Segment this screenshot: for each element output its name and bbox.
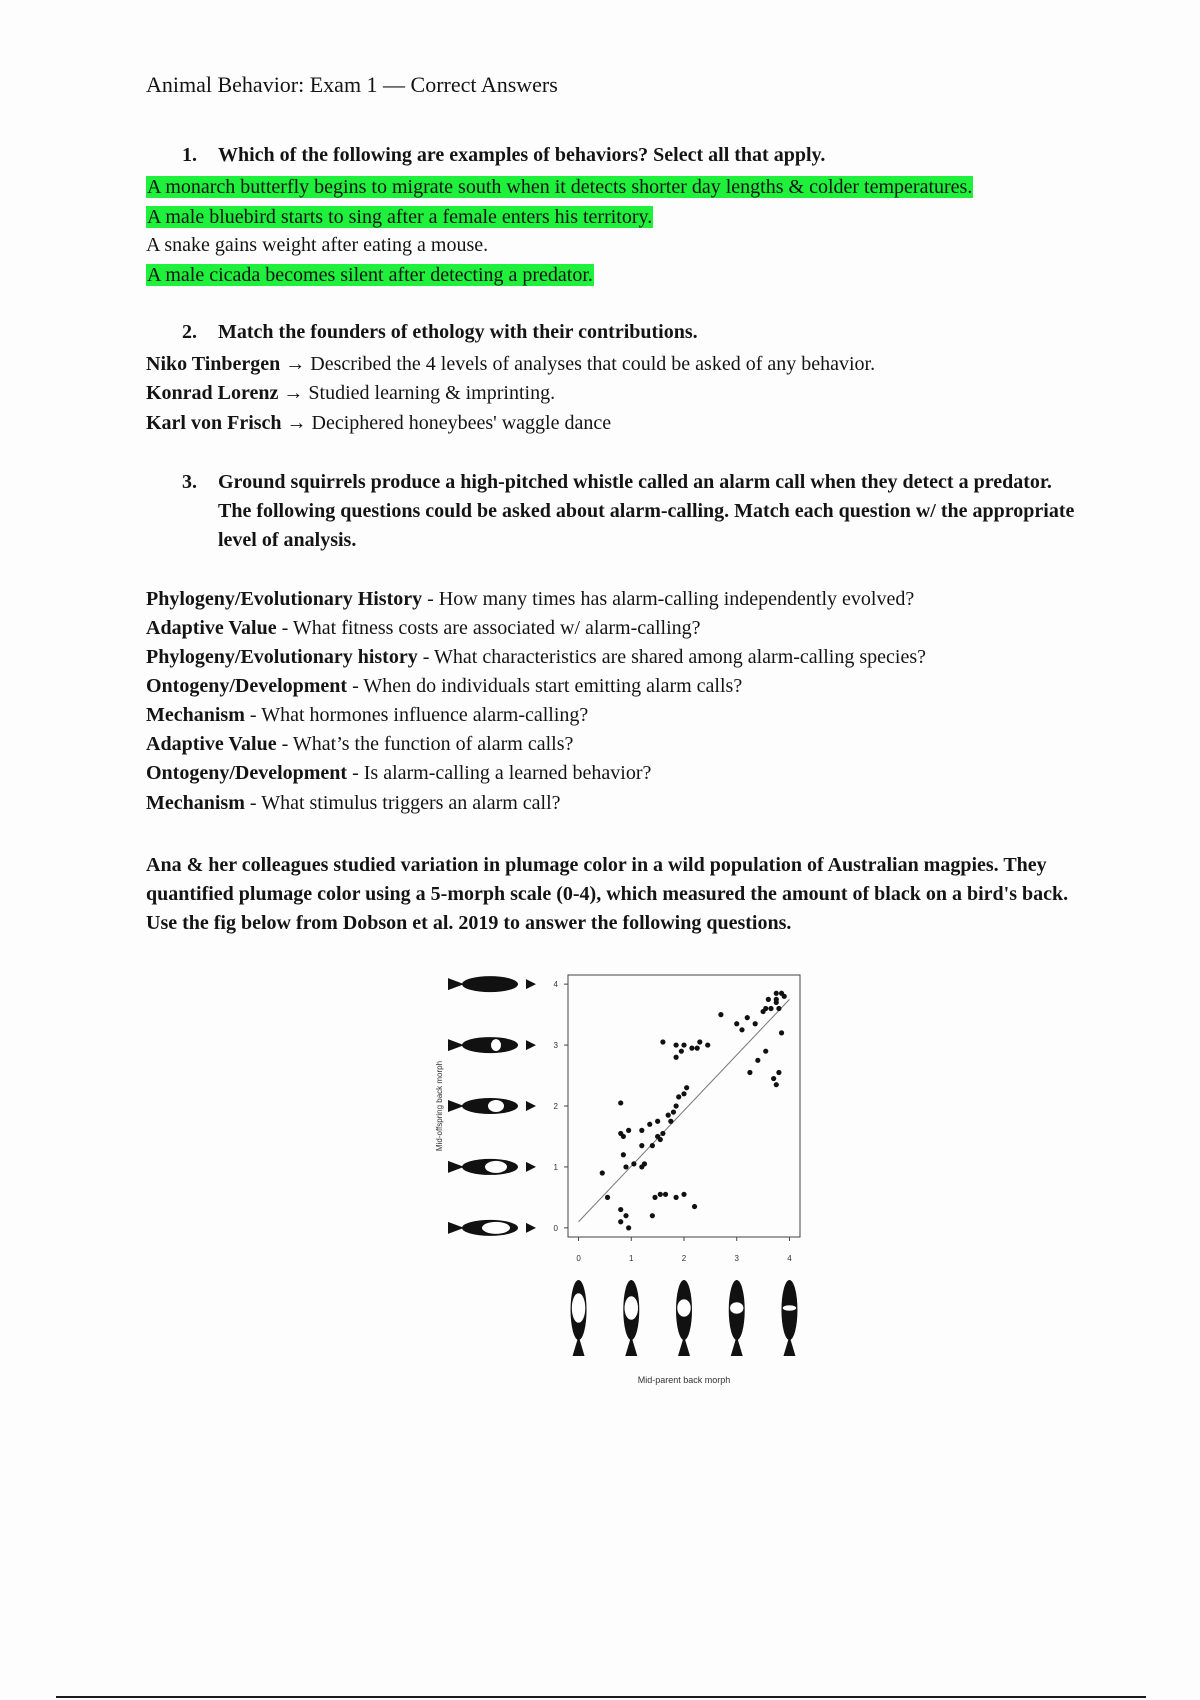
y-tick-label: 0 [553, 1223, 558, 1233]
q3-match-row [146, 790, 561, 816]
y-tick-label: 1 [553, 1162, 558, 1172]
data-point [650, 1213, 655, 1218]
data-point [739, 1027, 744, 1032]
arrow: → [285, 353, 306, 375]
match-question: When do individuals start emitting alarm calls? [363, 675, 743, 697]
match-question: What fitness costs are associated w/ alarm-calling? [292, 617, 701, 639]
data-point [782, 994, 787, 999]
arrow: → [286, 412, 307, 434]
data-point [642, 1161, 647, 1166]
y-tick-label: 2 [553, 1102, 558, 1111]
analysis-level: Adaptive Value [146, 617, 277, 639]
x-tick-label: 0 [576, 1254, 581, 1263]
q1-option-4 [146, 262, 594, 288]
analysis-level: Mechanism [146, 792, 245, 814]
x-tick-label: 2 [681, 1254, 687, 1263]
data-point [747, 1070, 752, 1075]
y-axis-label: Mid-offspring back morph [435, 1060, 444, 1152]
separator: - [417, 646, 435, 668]
data-point [650, 1143, 655, 1148]
q1-option-2 [146, 204, 653, 230]
data-point [623, 1164, 628, 1169]
data-point [745, 1015, 750, 1020]
correct-answer-highlight: A monarch butterfly begins to migrate south when it detects shorter day lengths & colder temperatures. [147, 176, 973, 198]
figure-intro-paragraph: Ana & her colleagues studied variation in plumage color in a wild population of Australian magpies. They quantified plumage color using a 5-morph scale (0-4), which measured the amount of black on a bird's back. Use the fig below from Dobson et al. 2019 to answer the following questions. [146, 854, 1069, 934]
data-point [631, 1161, 636, 1166]
magpie-morph-icon-vertical [623, 1280, 639, 1356]
analysis-level: Ontogeny/Development [146, 675, 348, 697]
q3-match-row [146, 702, 588, 728]
data-point [695, 1046, 700, 1051]
q1-option-3 [146, 232, 488, 258]
data-point [673, 1055, 678, 1060]
data-point [705, 1042, 710, 1047]
magpie-morph-icon-vertical [571, 1280, 587, 1356]
data-point [718, 1012, 723, 1017]
data-point [647, 1122, 652, 1127]
contribution: Studied learning & imprinting. [308, 382, 556, 404]
data-point [660, 1039, 665, 1044]
analysis-level: Mechanism [146, 704, 245, 726]
separator: - [347, 675, 364, 697]
y-tick-label: 4 [553, 980, 558, 990]
contribution: Deciphered honeybees' waggle dance [311, 412, 612, 434]
q3-match-row [146, 673, 742, 699]
data-point [684, 1085, 689, 1090]
match-question: How many times has alarm-calling independently evolved? [438, 588, 915, 610]
q3-match-row [146, 586, 914, 612]
separator: - [244, 704, 262, 726]
data-point [621, 1152, 626, 1157]
data-point [671, 1109, 676, 1114]
regression-line [579, 999, 790, 1221]
q3-match-row [146, 760, 651, 786]
q3-match-row [146, 644, 926, 670]
data-point [766, 997, 771, 1002]
data-point [658, 1137, 663, 1142]
data-point [623, 1213, 628, 1218]
data-point [779, 1030, 784, 1035]
q2-match-row [146, 380, 555, 406]
data-point [626, 1128, 631, 1133]
question-number: 3. [182, 471, 197, 493]
data-point [774, 997, 779, 1002]
scatter-figure [430, 965, 820, 1395]
question-text: Match the founders of ethology with their contributions. [218, 321, 698, 343]
data-point [676, 1094, 681, 1099]
separator: - [244, 792, 262, 814]
founder-name: Konrad Lorenz [146, 382, 279, 404]
match-question: What’s the function of alarm calls? [292, 733, 574, 755]
data-point [658, 1192, 663, 1197]
footer-rule [56, 1696, 1146, 1698]
data-point [639, 1143, 644, 1148]
x-tick-label: 3 [734, 1254, 739, 1263]
analysis-level: Adaptive Value [146, 733, 277, 755]
magpie-morph-icon-horizontal [448, 1098, 536, 1114]
magpie-morph-icon-vertical [676, 1280, 692, 1356]
data-point [618, 1207, 623, 1212]
question-number: 2. [182, 321, 197, 343]
data-point [673, 1195, 678, 1200]
data-point [697, 1039, 702, 1044]
data-point [755, 1058, 760, 1063]
x-tick-label: 1 [629, 1254, 634, 1263]
data-point [618, 1219, 623, 1224]
data-point [753, 1021, 758, 1026]
data-point [618, 1100, 623, 1105]
question-2-heading [182, 321, 698, 344]
data-point [734, 1021, 739, 1026]
answer-text: A snake gains weight after eating a mouse. [146, 234, 489, 256]
data-point [768, 1006, 773, 1011]
plot-frame [568, 975, 800, 1237]
separator: - [276, 733, 293, 755]
match-question: What stimulus triggers an alarm call? [261, 792, 561, 814]
question-text: Ground squirrels produce a high-pitched whistle called an alarm call when they detect a predator. The following questions could be asked about alarm-calling. Match each question w/ the appropriate level of analysis. [218, 471, 1075, 551]
data-point [774, 1082, 779, 1087]
question-number: 1. [182, 144, 197, 166]
question-3-heading [182, 468, 1082, 555]
x-axis-label: Mid-parent back morph [637, 1375, 731, 1385]
match-question: What hormones influence alarm-calling? [261, 704, 589, 726]
analysis-level: Phylogeny/Evolutionary History [146, 588, 423, 610]
data-point [655, 1119, 660, 1124]
data-point [681, 1192, 686, 1197]
q1-option-1 [146, 174, 973, 200]
q3-match-row [146, 731, 573, 757]
analysis-level: Phylogeny/Evolutionary history [146, 646, 418, 668]
data-point [689, 1046, 694, 1051]
question-1-heading [182, 144, 825, 167]
magpie-morph-icon-vertical [781, 1280, 797, 1356]
arrow: → [283, 382, 304, 404]
magpie-morph-icon-vertical [729, 1280, 745, 1356]
data-point [666, 1113, 671, 1118]
match-question: What characteristics are shared among alarm-calling species? [434, 646, 926, 668]
data-point [663, 1192, 668, 1197]
data-point [673, 1042, 678, 1047]
question-text: Which of the following are examples of behaviors? Select all that apply. [218, 144, 826, 166]
data-point [679, 1049, 684, 1054]
analysis-level: Ontogeny/Development [146, 762, 348, 784]
data-point [639, 1128, 644, 1133]
data-point [621, 1134, 626, 1139]
data-point [763, 1049, 768, 1054]
magpie-morph-icon-horizontal [448, 1037, 536, 1053]
scatter-plot-svg [430, 965, 820, 1395]
separator: - [276, 617, 293, 639]
data-point [692, 1204, 697, 1209]
separator: - [422, 588, 439, 610]
separator: - [347, 762, 364, 784]
data-point [600, 1170, 605, 1175]
y-tick-label: 3 [553, 1041, 558, 1051]
q3-match-row [146, 615, 701, 641]
founder-name: Niko Tinbergen [146, 353, 281, 375]
data-point [626, 1225, 631, 1230]
data-point [681, 1091, 686, 1096]
contribution: Described the 4 levels of analyses that could be asked of any behavior. [310, 353, 876, 375]
data-point [776, 1006, 781, 1011]
data-point [660, 1131, 665, 1136]
correct-answer-highlight: A male cicada becomes silent after detecting a predator. [147, 264, 593, 286]
correct-answer-highlight: A male bluebird starts to sing after a female enters his territory. [147, 206, 653, 228]
magpie-morph-icon-horizontal [448, 1220, 536, 1236]
magpie-morph-icon-horizontal [448, 976, 536, 992]
data-point [652, 1195, 657, 1200]
data-point [776, 1070, 781, 1075]
data-point [605, 1195, 610, 1200]
data-point [681, 1042, 686, 1047]
data-point [774, 991, 779, 996]
x-tick-label: 4 [787, 1254, 792, 1263]
data-point [771, 1076, 776, 1081]
q2-match-row [146, 351, 875, 377]
data-point [668, 1119, 673, 1124]
data-point [763, 1006, 768, 1011]
document-title: Animal Behavior: Exam 1 — Correct Answers [146, 72, 558, 97]
data-point [673, 1103, 678, 1108]
match-question: Is alarm-calling a learned behavior? [363, 762, 652, 784]
founder-name: Karl von Frisch [146, 412, 282, 434]
magpie-morph-icon-horizontal [448, 1159, 536, 1175]
q2-match-row [146, 410, 611, 436]
